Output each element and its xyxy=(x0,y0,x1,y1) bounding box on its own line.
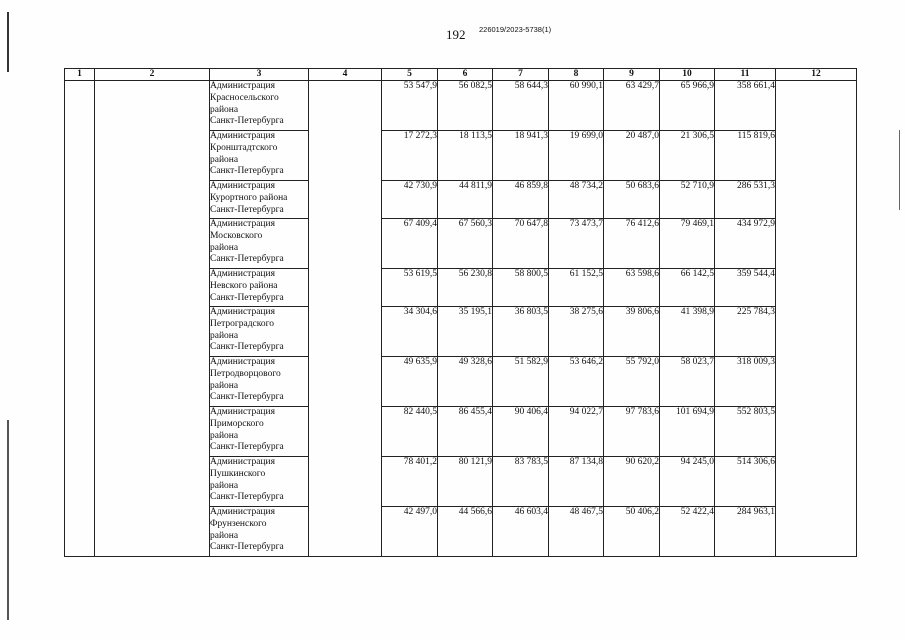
org-line: Санкт-Петербурга xyxy=(210,342,284,353)
value-cell: 58 800,5 xyxy=(493,269,549,307)
total-cell: 286 531,3 xyxy=(715,181,776,219)
value-cell: 53 619,5 xyxy=(382,269,438,307)
value-cell: 60 990,1 xyxy=(549,81,604,131)
value-cell: 39 806,6 xyxy=(604,307,660,357)
org-line: Кронштадтского xyxy=(210,142,278,153)
value-cell: 49 635,9 xyxy=(382,357,438,407)
column-header: 3 xyxy=(210,69,309,81)
org-line: района xyxy=(210,430,239,441)
col12-merged-cell xyxy=(776,81,857,557)
org-line: Невского района xyxy=(210,280,278,291)
value-cell: 61 152,5 xyxy=(549,269,604,307)
value-cell: 58 644,3 xyxy=(493,81,549,131)
column-header: 12 xyxy=(776,69,857,81)
org-line: Санкт-Петербурга xyxy=(210,492,284,503)
column-header: 10 xyxy=(660,69,715,81)
org-line: Санкт-Петербурга xyxy=(210,254,284,265)
value-cell: 50 683,6 xyxy=(604,181,660,219)
value-cell: 79 469,1 xyxy=(660,219,715,269)
col2-merged-cell xyxy=(95,81,210,557)
value-cell: 83 783,5 xyxy=(493,457,549,507)
scan-edge-mark xyxy=(7,420,9,620)
organization-name xyxy=(210,181,309,219)
value-cell: 63 429,7 xyxy=(604,81,660,131)
value-cell: 80 121,9 xyxy=(438,457,493,507)
column-header: 6 xyxy=(438,69,493,81)
org-line: Приморского xyxy=(210,418,264,429)
value-cell: 58 023,7 xyxy=(660,357,715,407)
org-line: Петроградского xyxy=(210,318,275,329)
value-cell: 101 694,9 xyxy=(660,407,715,457)
total-cell: 434 972,9 xyxy=(715,219,776,269)
value-cell: 20 487,0 xyxy=(604,131,660,181)
scan-edge-mark xyxy=(899,130,900,210)
org-line: Администрация xyxy=(210,507,275,517)
value-cell: 53 547,9 xyxy=(382,81,438,131)
organization-name xyxy=(210,81,309,131)
organization-name xyxy=(210,507,309,557)
value-cell: 97 783,6 xyxy=(604,407,660,457)
value-cell: 94 245,0 xyxy=(660,457,715,507)
org-line: Администрация xyxy=(210,219,275,229)
org-line: Администрация xyxy=(210,181,275,191)
value-cell: 65 966,9 xyxy=(660,81,715,131)
column-header: 1 xyxy=(65,69,95,81)
value-cell: 56 082,5 xyxy=(438,81,493,131)
org-line: Администрация xyxy=(210,457,275,467)
org-line: района xyxy=(210,380,239,391)
value-cell: 76 412,6 xyxy=(604,219,660,269)
org-line: Санкт-Петербурга xyxy=(210,204,284,215)
org-line: Курортного района xyxy=(210,192,288,203)
value-cell: 48 467,5 xyxy=(549,507,604,557)
value-cell: 82 440,5 xyxy=(382,407,438,457)
org-line: Московского xyxy=(210,230,263,241)
value-cell: 52 422,4 xyxy=(660,507,715,557)
org-line: Администрация xyxy=(210,307,275,317)
column-header: 11 xyxy=(715,69,776,81)
org-line: Администрация xyxy=(210,407,275,417)
org-line: Администрация xyxy=(210,269,275,279)
value-cell: 17 272,3 xyxy=(382,131,438,181)
value-cell: 51 582,9 xyxy=(493,357,549,407)
column-header: 4 xyxy=(309,69,382,81)
value-cell: 18 941,3 xyxy=(493,131,549,181)
col4-merged-cell xyxy=(309,81,382,557)
total-cell: 284 963,1 xyxy=(715,507,776,557)
value-cell: 50 406,2 xyxy=(604,507,660,557)
value-cell: 18 113,5 xyxy=(438,131,493,181)
org-line: района xyxy=(210,330,239,341)
org-line: Администрация xyxy=(210,357,275,367)
value-cell: 48 734,2 xyxy=(549,181,604,219)
total-cell: 359 544,4 xyxy=(715,269,776,307)
organization-name xyxy=(210,219,309,269)
value-cell: 55 792,0 xyxy=(604,357,660,407)
value-cell: 66 142,5 xyxy=(660,269,715,307)
org-line: Санкт-Петербурга xyxy=(210,166,284,177)
total-cell: 552 803,5 xyxy=(715,407,776,457)
scan-edge-mark xyxy=(7,12,9,72)
value-cell: 73 473,7 xyxy=(549,219,604,269)
value-cell: 94 022,7 xyxy=(549,407,604,457)
total-cell: 514 306,6 xyxy=(715,457,776,507)
value-cell: 34 304,6 xyxy=(382,307,438,357)
value-cell: 70 647,8 xyxy=(493,219,549,269)
org-line: Санкт-Петербурга xyxy=(210,542,284,553)
org-line: района xyxy=(210,480,239,491)
column-header: 9 xyxy=(604,69,660,81)
org-line: района xyxy=(210,154,239,165)
organization-name xyxy=(210,307,309,357)
value-cell: 90 406,4 xyxy=(493,407,549,457)
value-cell: 86 455,4 xyxy=(438,407,493,457)
total-cell: 115 819,6 xyxy=(715,131,776,181)
org-line: района xyxy=(210,530,239,541)
org-line: Санкт-Петербурга xyxy=(210,116,284,127)
org-line: Администрация xyxy=(210,81,275,91)
value-cell: 63 598,6 xyxy=(604,269,660,307)
value-cell: 44 566,6 xyxy=(438,507,493,557)
organization-name xyxy=(210,407,309,457)
total-cell: 318 009,3 xyxy=(715,357,776,407)
value-cell: 38 275,6 xyxy=(549,307,604,357)
table-row xyxy=(65,81,857,131)
value-cell: 53 646,2 xyxy=(549,357,604,407)
org-line: Пушкинского xyxy=(210,468,266,479)
org-line: Красносельского xyxy=(210,92,279,103)
value-cell: 42 497,0 xyxy=(382,507,438,557)
value-cell: 87 134,8 xyxy=(549,457,604,507)
org-line: Администрация xyxy=(210,131,275,141)
value-cell: 67 409,4 xyxy=(382,219,438,269)
total-cell: 358 661,4 xyxy=(715,81,776,131)
value-cell: 90 620,2 xyxy=(604,457,660,507)
organization-name xyxy=(210,269,309,307)
organization-name xyxy=(210,457,309,507)
budget-table xyxy=(64,68,857,557)
value-cell: 44 811,9 xyxy=(438,181,493,219)
org-line: района xyxy=(210,242,239,253)
org-line: Санкт-Петербурга xyxy=(210,292,284,303)
value-cell: 56 230,8 xyxy=(438,269,493,307)
org-line: Фрунзенского xyxy=(210,518,267,529)
value-cell: 46 603,4 xyxy=(493,507,549,557)
value-cell: 49 328,6 xyxy=(438,357,493,407)
org-line: Санкт-Петербурга xyxy=(210,442,284,453)
column-header: 5 xyxy=(382,69,438,81)
org-line: Санкт-Петербурга xyxy=(210,392,284,403)
organization-name xyxy=(210,131,309,181)
value-cell: 21 306,5 xyxy=(660,131,715,181)
total-cell: 225 784,3 xyxy=(715,307,776,357)
value-cell: 67 560,3 xyxy=(438,219,493,269)
value-cell: 36 803,5 xyxy=(493,307,549,357)
value-cell: 46 859,8 xyxy=(493,181,549,219)
col1-merged-cell xyxy=(65,81,95,557)
value-cell: 78 401,2 xyxy=(382,457,438,507)
value-cell: 41 398,9 xyxy=(660,307,715,357)
value-cell: 52 710,9 xyxy=(660,181,715,219)
column-header: 8 xyxy=(549,69,604,81)
page-number: 192 xyxy=(446,27,466,42)
value-cell: 19 699,0 xyxy=(549,131,604,181)
org-line: района xyxy=(210,104,239,115)
value-cell: 35 195,1 xyxy=(438,307,493,357)
document-code: 226019/2023-5738(1) xyxy=(479,25,552,34)
organization-name xyxy=(210,357,309,407)
value-cell: 42 730,9 xyxy=(382,181,438,219)
org-line: Петродворцового xyxy=(210,368,281,379)
column-header: 2 xyxy=(95,69,210,81)
column-header: 7 xyxy=(493,69,549,81)
header-row xyxy=(65,69,857,81)
